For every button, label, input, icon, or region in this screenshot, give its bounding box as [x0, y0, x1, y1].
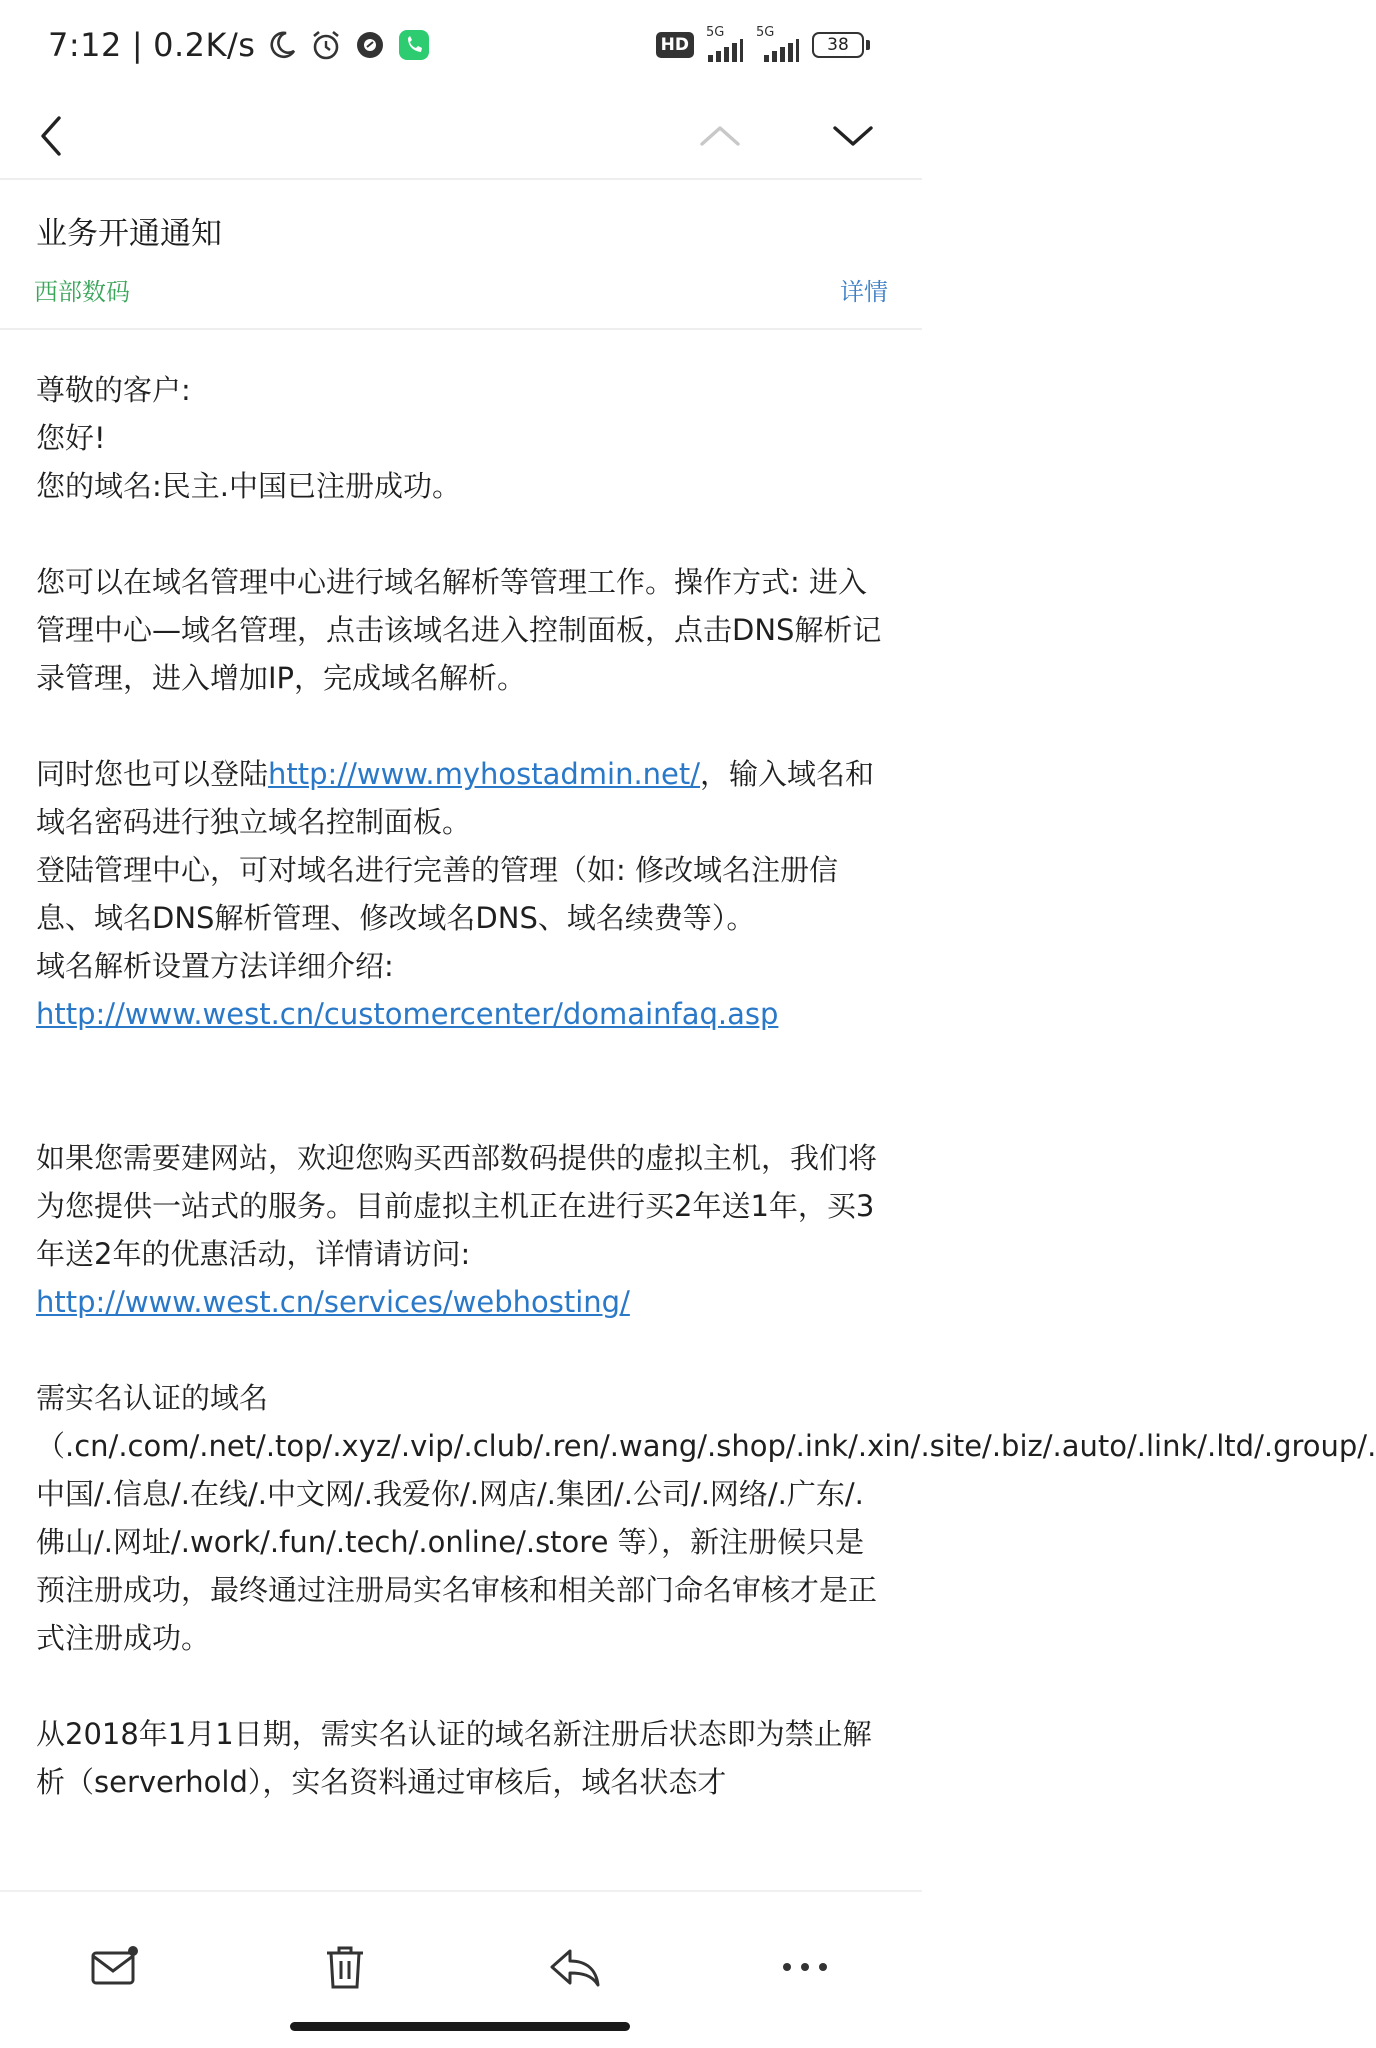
chevron-left-icon — [37, 114, 67, 158]
mail-nav-bar — [0, 90, 922, 180]
hello: 您好! — [36, 421, 106, 455]
more-button[interactable] — [770, 1932, 840, 2002]
domain-line: 您的域名:民主.中国已注册成功。 — [36, 469, 461, 503]
next-mail-button[interactable] — [823, 108, 883, 164]
moon-icon — [265, 28, 299, 62]
previous-mail-button[interactable] — [690, 108, 750, 164]
alarm-icon — [309, 28, 343, 62]
mark-unread-button[interactable] — [80, 1932, 150, 2002]
chevron-down-icon — [831, 122, 875, 150]
login-prefix: 同时您也可以登陆 — [36, 757, 269, 791]
back-button[interactable] — [22, 108, 82, 164]
status-right — [656, 26, 870, 63]
reply-icon — [548, 1945, 602, 1989]
policy-paragraph: 从2018年1月1日期，需实名认证的域名新注册后状态即为禁止解析（serverhold），实名资料通过审核后，域名状态才 — [36, 1717, 872, 1799]
battery-level: 38 — [812, 32, 864, 58]
mail-body — [36, 366, 1376, 1886]
network-speed: 0.2K/s — [153, 26, 256, 64]
hosting-paragraph: 如果您需要建网站，欢迎您购买西部数码提供的虚拟主机，我们将为您提供一站式的服务。目前虚拟主机正在进行买2年送1年，买3年送2年的优惠活动，详情请访问: — [36, 1141, 878, 1271]
signal-1: 5G — [706, 26, 744, 63]
signal-bars-icon — [706, 39, 744, 63]
battery-indicator — [812, 32, 870, 58]
mail-sender[interactable]: 西部数码 — [34, 278, 130, 306]
mail-subject: 业务开通通知 — [36, 216, 222, 252]
status-time: 7:12 — [48, 26, 122, 64]
app-notification-icon — [353, 28, 387, 62]
signal-2: 5G — [756, 26, 800, 63]
header-divider — [0, 328, 922, 330]
status-bar — [0, 0, 922, 90]
home-indicator[interactable] — [290, 2022, 630, 2031]
reply-button[interactable] — [540, 1932, 610, 2002]
domain-faq-link[interactable]: http://www.west.cn/customercenter/domainfaq.asp — [36, 997, 779, 1031]
more-icon — [781, 1961, 829, 1973]
myhostadmin-link[interactable]: http://www.myhostadmin.net/ — [268, 757, 701, 791]
faq-intro: 域名解析设置方法详细介绍: — [36, 949, 394, 983]
phone-app-icon — [397, 28, 431, 62]
status-left — [48, 26, 431, 64]
webhosting-link[interactable]: http://www.west.cn/services/webhosting/ — [36, 1285, 630, 1319]
trash-icon — [323, 1943, 367, 1991]
realname-paragraph: 需实名认证的域名（.cn/.com/.net/.top/.xyz/.vip/.club/.ren/.wang/.shop/.ink/.xin/.site/.biz/.auto/.link/.ltd/.group/.中国/.信息/.在线/.中文网/.我爱你/.网店/.集团/.公司/.网络/.广东/.佛山/.网址/.work/.fun/.tech/.online/.store 等），新注册候只是预注册成功，最终通过注册局实名审核和相关部门命名审核才是正式注册成功。 — [36, 1381, 1376, 1655]
details-link[interactable]: 详情 — [840, 278, 888, 306]
chevron-up-icon — [698, 122, 742, 150]
signal-bars-icon — [756, 39, 800, 63]
delete-button[interactable] — [310, 1932, 380, 2002]
greeting: 尊敬的客户: — [36, 373, 191, 407]
manage-paragraph: 您可以在域名管理中心进行域名解析等管理工作。操作方式: 进入管理中心—域名管理，点击该域名进入控制面板，点击DNS解析记录管理，进入增加IP，完成域名解析。 — [36, 565, 882, 695]
center-paragraph: 登陆管理中心，可对域名进行完善的管理（如: 修改域名注册信息、域名DNS解析管理、修改域名DNS、域名续费等）。 — [36, 853, 838, 935]
hd-badge: HD — [656, 32, 694, 58]
login-paragraph — [36, 750, 892, 846]
status-separator: | — [131, 26, 144, 64]
mail-unread-icon — [89, 1945, 141, 1989]
login-suffix: ，输入域名和域名密码进行独立域名控制面板。 — [36, 757, 875, 839]
